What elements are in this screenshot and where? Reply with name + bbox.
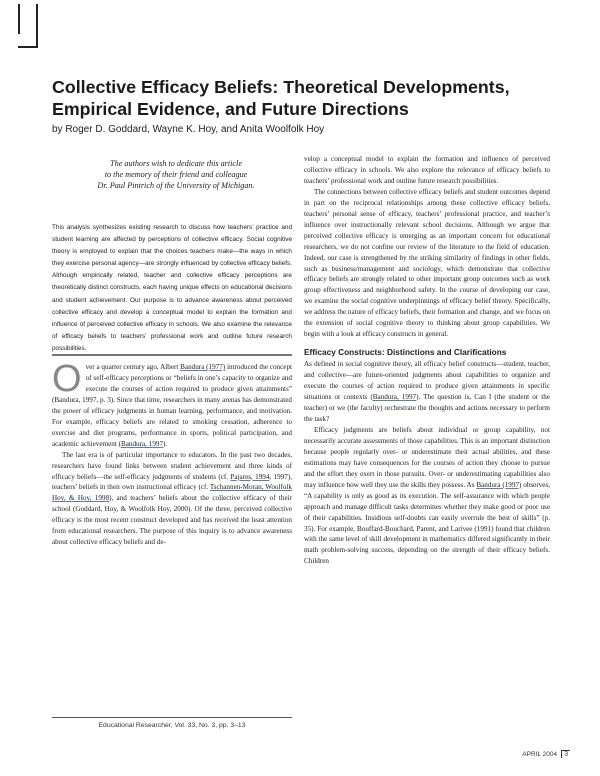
- page-number: 3: [561, 750, 570, 758]
- body-paragraph: [52, 450, 292, 549]
- body-paragraph: velop a conceptual model to explain the formation and influence of perceived collective efficacy in schools. We also explore the relevance of efficacy beliefs to teachers’ professional work and outline future research possibilities.: [304, 155, 550, 185]
- text-run: ), and teachers’ beliefs about the collective efficacy of their school (Goddard, Hoy, & Woolfolk Hoy, 2000). Of the three, perceived collective efficacy is the most recent construct developed and has received the least attention from educational researchers. The purpose of this inquiry is to advance awareness about collective efficacy beliefs and de-: [52, 494, 292, 547]
- abstract: This analysis synthesizes existing research to discuss how teachers’ practice and student learning are affected by perceptions of collective efficacy. Social cognitive theory is employed to explain that the choices teachers make—the ways in which they exercise personal agency—are strongly influenced by collective efficacy beliefs. Although empirically related, teacher and collective efficacy perceptions are theoretically distinct constructs, each having unique effects on educational decisions and student achievement. Our purpose is to advance awareness about perceived collective efficacy and develop a conceptual model to explain the formation and influence of perceived collective efficacy in schools. We also examine the relevance of efficacy beliefs to teachers’ professional work and outline future research possibilities.: [52, 224, 292, 352]
- body-paragraph: The connections between collective efficacy beliefs and student outcomes depend in part on the reciprocal relationships among these collective efficacy beliefs, teachers’ personal sense of efficacy, teachers’ professional practice, and teacher’s influence over instructionally relevant school decisions. Although we argue that perceived collective efficacy is emerging as an important concern for educational researchers, we do not confine our review of the literature to the field of education. Indeed, our case is strengthened by the striking similarity of findings in other fields, such as business/management and sociology, which demonstrate that collective efficacy beliefs are strongly related to other important group outcomes such as work group effectiveness and neighborhood safety. In the course of developing our case, we examine the social cognitive underpinnings of efficacy belief theory. Specifically, we address the nature of efficacy beliefs, their formation and change, and we focus on the extension of social cognitive theory to thinking about group capabilities. We begin with a look at efficacy constructs in general.: [304, 187, 550, 339]
- body-paragraph: [304, 425, 550, 567]
- footer-divider: [52, 717, 292, 718]
- text-run: ).: [163, 439, 168, 448]
- journal-citation: Educational Researcher, Vol. 33, No. 3, pp. 3–13: [98, 722, 246, 729]
- intro-paragraph: [52, 358, 292, 450]
- body-paragraph: [304, 359, 550, 425]
- issue-date: APRIL 2004: [522, 751, 558, 758]
- page-footer: [470, 750, 570, 758]
- text-run: , 1997), teachers’ beliefs in their own instructional efficacy (cf.: [52, 472, 292, 492]
- citation-link[interactable]: Bandura, 1997: [372, 393, 417, 402]
- citation-link[interactable]: Bandura (1997): [476, 480, 522, 489]
- dedication-line: The authors wish to dedicate this article: [110, 159, 242, 168]
- text-run: introduced the concept of self-efficacy perceptions or “beliefs in one’s capacity to organize and execute the courses of action required to produce given attainments” (Bandura, 1997, p. 3). Since that time, researchers in many arenas has demonstrated the power of efficacy judgments in human learning, performance, and motivation. For example, efficacy beliefs are related to smoking cessation, adherence to exercise and diet programs, performance in sports, political participation, and academic achievement (: [52, 363, 292, 448]
- citation-link[interactable]: Pajares, 1994: [230, 472, 270, 481]
- article-title: Collective Efficacy Beliefs: Theoretical Developments, Empirical Evidence, and Future Directions: [52, 77, 510, 119]
- text-run: The last era is of particular importance to educators. In the past two decades, researchers have found links between student achievement and three kinds of efficacy beliefs—the self-efficacy judgments of students (cf.: [52, 450, 292, 481]
- citation-link[interactable]: Bandura (1977): [180, 363, 226, 371]
- dedication-line: Dr. Paul Pintrich of the University of Michigan.: [97, 181, 255, 190]
- drop-cap: O: [52, 358, 82, 400]
- abstract-divider: [52, 354, 292, 356]
- dedication-line: to the memory of their friend and colleague: [104, 170, 248, 179]
- article-authors: by Roger D. Goddard, Wayne K. Hoy, and Anita Woolfolk Hoy: [52, 124, 325, 135]
- text-run: ). The question is, Can I (the student or the teacher) or we (the faculty) orchestrate the thoughts and actions necessary to perform the task?: [304, 393, 550, 423]
- citation-link[interactable]: Tschannen-Moran, Woolfolk Hoy, & Hoy, 1998: [52, 483, 292, 503]
- text-run: observes, “A capability is only as good as its execution. The self-assurance with which people approach and manage difficult tasks determines whether they make good or poor use of their capabilities. Insidious self-doubts can easily overrule the best of skills” (p. 35). For example, Bouffard-Bouchard, Parent, and Larivee (1991) found that children with the same level of skill development in mathematics differed significantly in their math problem-solving success, depending on the strength of their efficacy beliefs. Children: [304, 480, 551, 566]
- text-run: ver a quarter century ago, Albert: [85, 363, 181, 371]
- citation-link[interactable]: Bandura, 1997: [120, 439, 164, 448]
- dedication: [56, 158, 296, 191]
- text-run: Efficacy judgments are beliefs about individual or group capability, not necessarily accurate assessments of those capabilities. This is an important distinction because people regularly over- or underestimate their actual abilities, and these estimations may have consequences for the courses of action they choose to pursue and the effort they exert in those pursuits. Over- or underestimating capabilities also may influence how well they use the skills they possess. As: [304, 425, 550, 489]
- crop-mark: [18, 4, 38, 48]
- text-run: As defined in social cognitive theory, all efficacy belief constructs—student, teacher, and collective—are future-oriented judgments about capabilities to organize and execute the courses of action required to produce given attainments in specific situations or contexts (: [304, 360, 550, 402]
- right-column: [304, 154, 550, 567]
- section-heading: Efficacy Constructs: Distinctions and Clarifications: [304, 347, 507, 358]
- left-column: [52, 358, 292, 548]
